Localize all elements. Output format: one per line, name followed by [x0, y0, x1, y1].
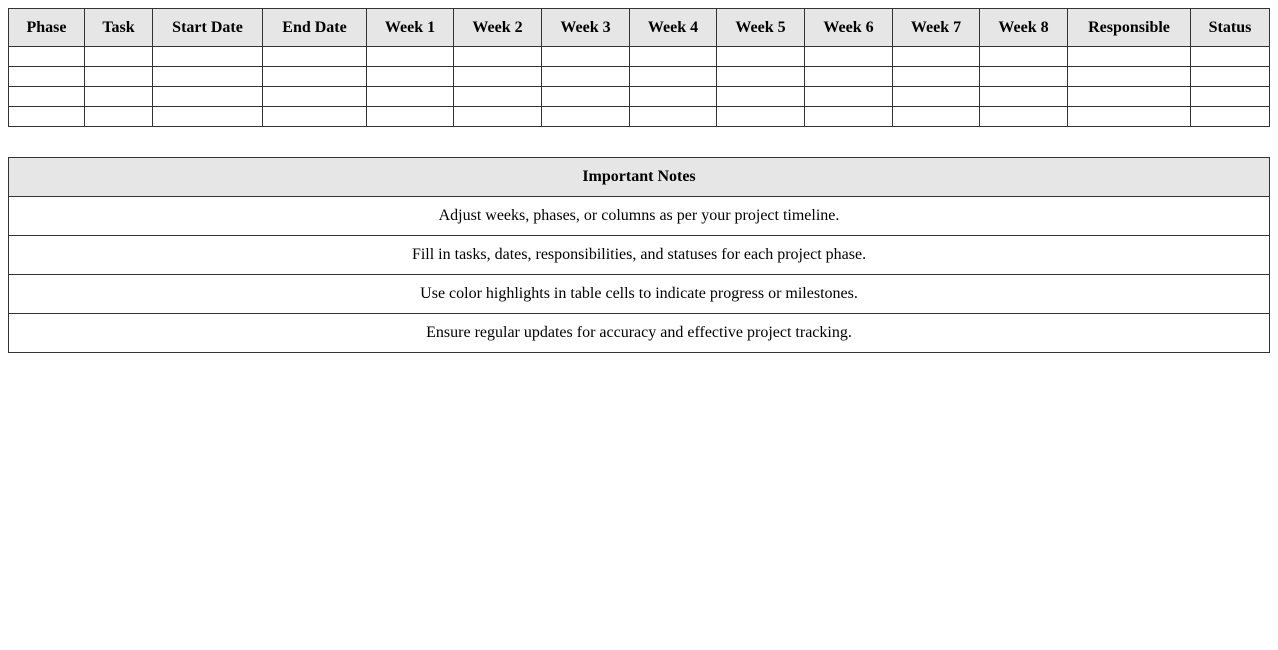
timeline-cell[interactable]	[454, 107, 542, 127]
timeline-cell[interactable]	[542, 47, 630, 67]
timeline-body	[9, 47, 1270, 127]
timeline-cell[interactable]	[630, 107, 717, 127]
column-header-task: Task	[85, 9, 153, 47]
timeline-cell[interactable]	[630, 67, 717, 87]
timeline-cell[interactable]	[717, 107, 805, 127]
timeline-cell[interactable]	[980, 47, 1068, 67]
timeline-cell[interactable]	[805, 47, 893, 67]
notes-header-row	[9, 158, 1270, 197]
timeline-cell[interactable]	[980, 107, 1068, 127]
timeline-cell[interactable]	[980, 67, 1068, 87]
timeline-cell[interactable]	[630, 87, 717, 107]
note-item: Adjust weeks, phases, or columns as per your project timeline.	[9, 197, 1270, 236]
note-item: Ensure regular updates for accuracy and effective project tracking.	[9, 314, 1270, 353]
document-page	[8, 8, 1270, 353]
timeline-cell[interactable]	[717, 87, 805, 107]
column-header-phase: Phase	[9, 9, 85, 47]
timeline-row	[9, 107, 1270, 127]
column-header-status: Status	[1191, 9, 1270, 47]
timeline-cell[interactable]	[367, 87, 454, 107]
timeline-cell[interactable]	[9, 107, 85, 127]
note-row	[9, 275, 1270, 314]
timeline-cell[interactable]	[153, 107, 263, 127]
timeline-cell[interactable]	[454, 67, 542, 87]
timeline-cell[interactable]	[717, 67, 805, 87]
timeline-cell[interactable]	[1191, 107, 1270, 127]
timeline-cell[interactable]	[85, 107, 153, 127]
column-header-week-8: Week 8	[980, 9, 1068, 47]
column-header-start-date: Start Date	[153, 9, 263, 47]
column-header-week-7: Week 7	[893, 9, 980, 47]
timeline-cell[interactable]	[454, 87, 542, 107]
timeline-cell[interactable]	[153, 67, 263, 87]
timeline-cell[interactable]	[263, 47, 367, 67]
timeline-row	[9, 47, 1270, 67]
timeline-cell[interactable]	[1068, 87, 1191, 107]
column-header-week-6: Week 6	[805, 9, 893, 47]
note-row	[9, 197, 1270, 236]
timeline-cell[interactable]	[717, 47, 805, 67]
note-row	[9, 236, 1270, 275]
timeline-cell[interactable]	[805, 107, 893, 127]
timeline-cell[interactable]	[1068, 67, 1191, 87]
column-header-week-1: Week 1	[367, 9, 454, 47]
timeline-cell[interactable]	[1068, 47, 1191, 67]
timeline-cell[interactable]	[263, 87, 367, 107]
timeline-cell[interactable]	[1191, 87, 1270, 107]
timeline-cell[interactable]	[893, 107, 980, 127]
column-header-end-date: End Date	[263, 9, 367, 47]
project-timeline-table	[8, 8, 1270, 127]
timeline-cell[interactable]	[9, 47, 85, 67]
timeline-cell[interactable]	[542, 107, 630, 127]
timeline-cell[interactable]	[153, 47, 263, 67]
timeline-cell[interactable]	[542, 87, 630, 107]
timeline-cell[interactable]	[367, 47, 454, 67]
timeline-row	[9, 87, 1270, 107]
note-item: Fill in tasks, dates, responsibilities, and statuses for each project phase.	[9, 236, 1270, 275]
column-header-week-2: Week 2	[454, 9, 542, 47]
timeline-cell[interactable]	[454, 47, 542, 67]
timeline-cell[interactable]	[893, 47, 980, 67]
timeline-cell[interactable]	[980, 87, 1068, 107]
column-header-week-3: Week 3	[542, 9, 630, 47]
timeline-cell[interactable]	[893, 67, 980, 87]
timeline-cell[interactable]	[367, 67, 454, 87]
note-row	[9, 314, 1270, 353]
timeline-cell[interactable]	[542, 67, 630, 87]
timeline-cell[interactable]	[85, 87, 153, 107]
timeline-cell[interactable]	[1068, 107, 1191, 127]
timeline-cell[interactable]	[367, 107, 454, 127]
column-header-week-5: Week 5	[717, 9, 805, 47]
timeline-cell[interactable]	[1191, 67, 1270, 87]
timeline-cell[interactable]	[85, 47, 153, 67]
timeline-cell[interactable]	[630, 47, 717, 67]
column-header-week-4: Week 4	[630, 9, 717, 47]
timeline-row	[9, 67, 1270, 87]
timeline-cell[interactable]	[153, 87, 263, 107]
timeline-cell[interactable]	[9, 87, 85, 107]
timeline-cell[interactable]	[893, 87, 980, 107]
column-header-responsible: Responsible	[1068, 9, 1191, 47]
timeline-cell[interactable]	[805, 87, 893, 107]
timeline-cell[interactable]	[85, 67, 153, 87]
timeline-cell[interactable]	[263, 107, 367, 127]
important-notes-table	[8, 157, 1270, 353]
note-item: Use color highlights in table cells to indicate progress or milestones.	[9, 275, 1270, 314]
timeline-cell[interactable]	[9, 67, 85, 87]
timeline-cell[interactable]	[1191, 47, 1270, 67]
timeline-header-row	[9, 9, 1270, 47]
timeline-cell[interactable]	[263, 67, 367, 87]
timeline-cell[interactable]	[805, 67, 893, 87]
notes-title: Important Notes	[9, 158, 1270, 197]
